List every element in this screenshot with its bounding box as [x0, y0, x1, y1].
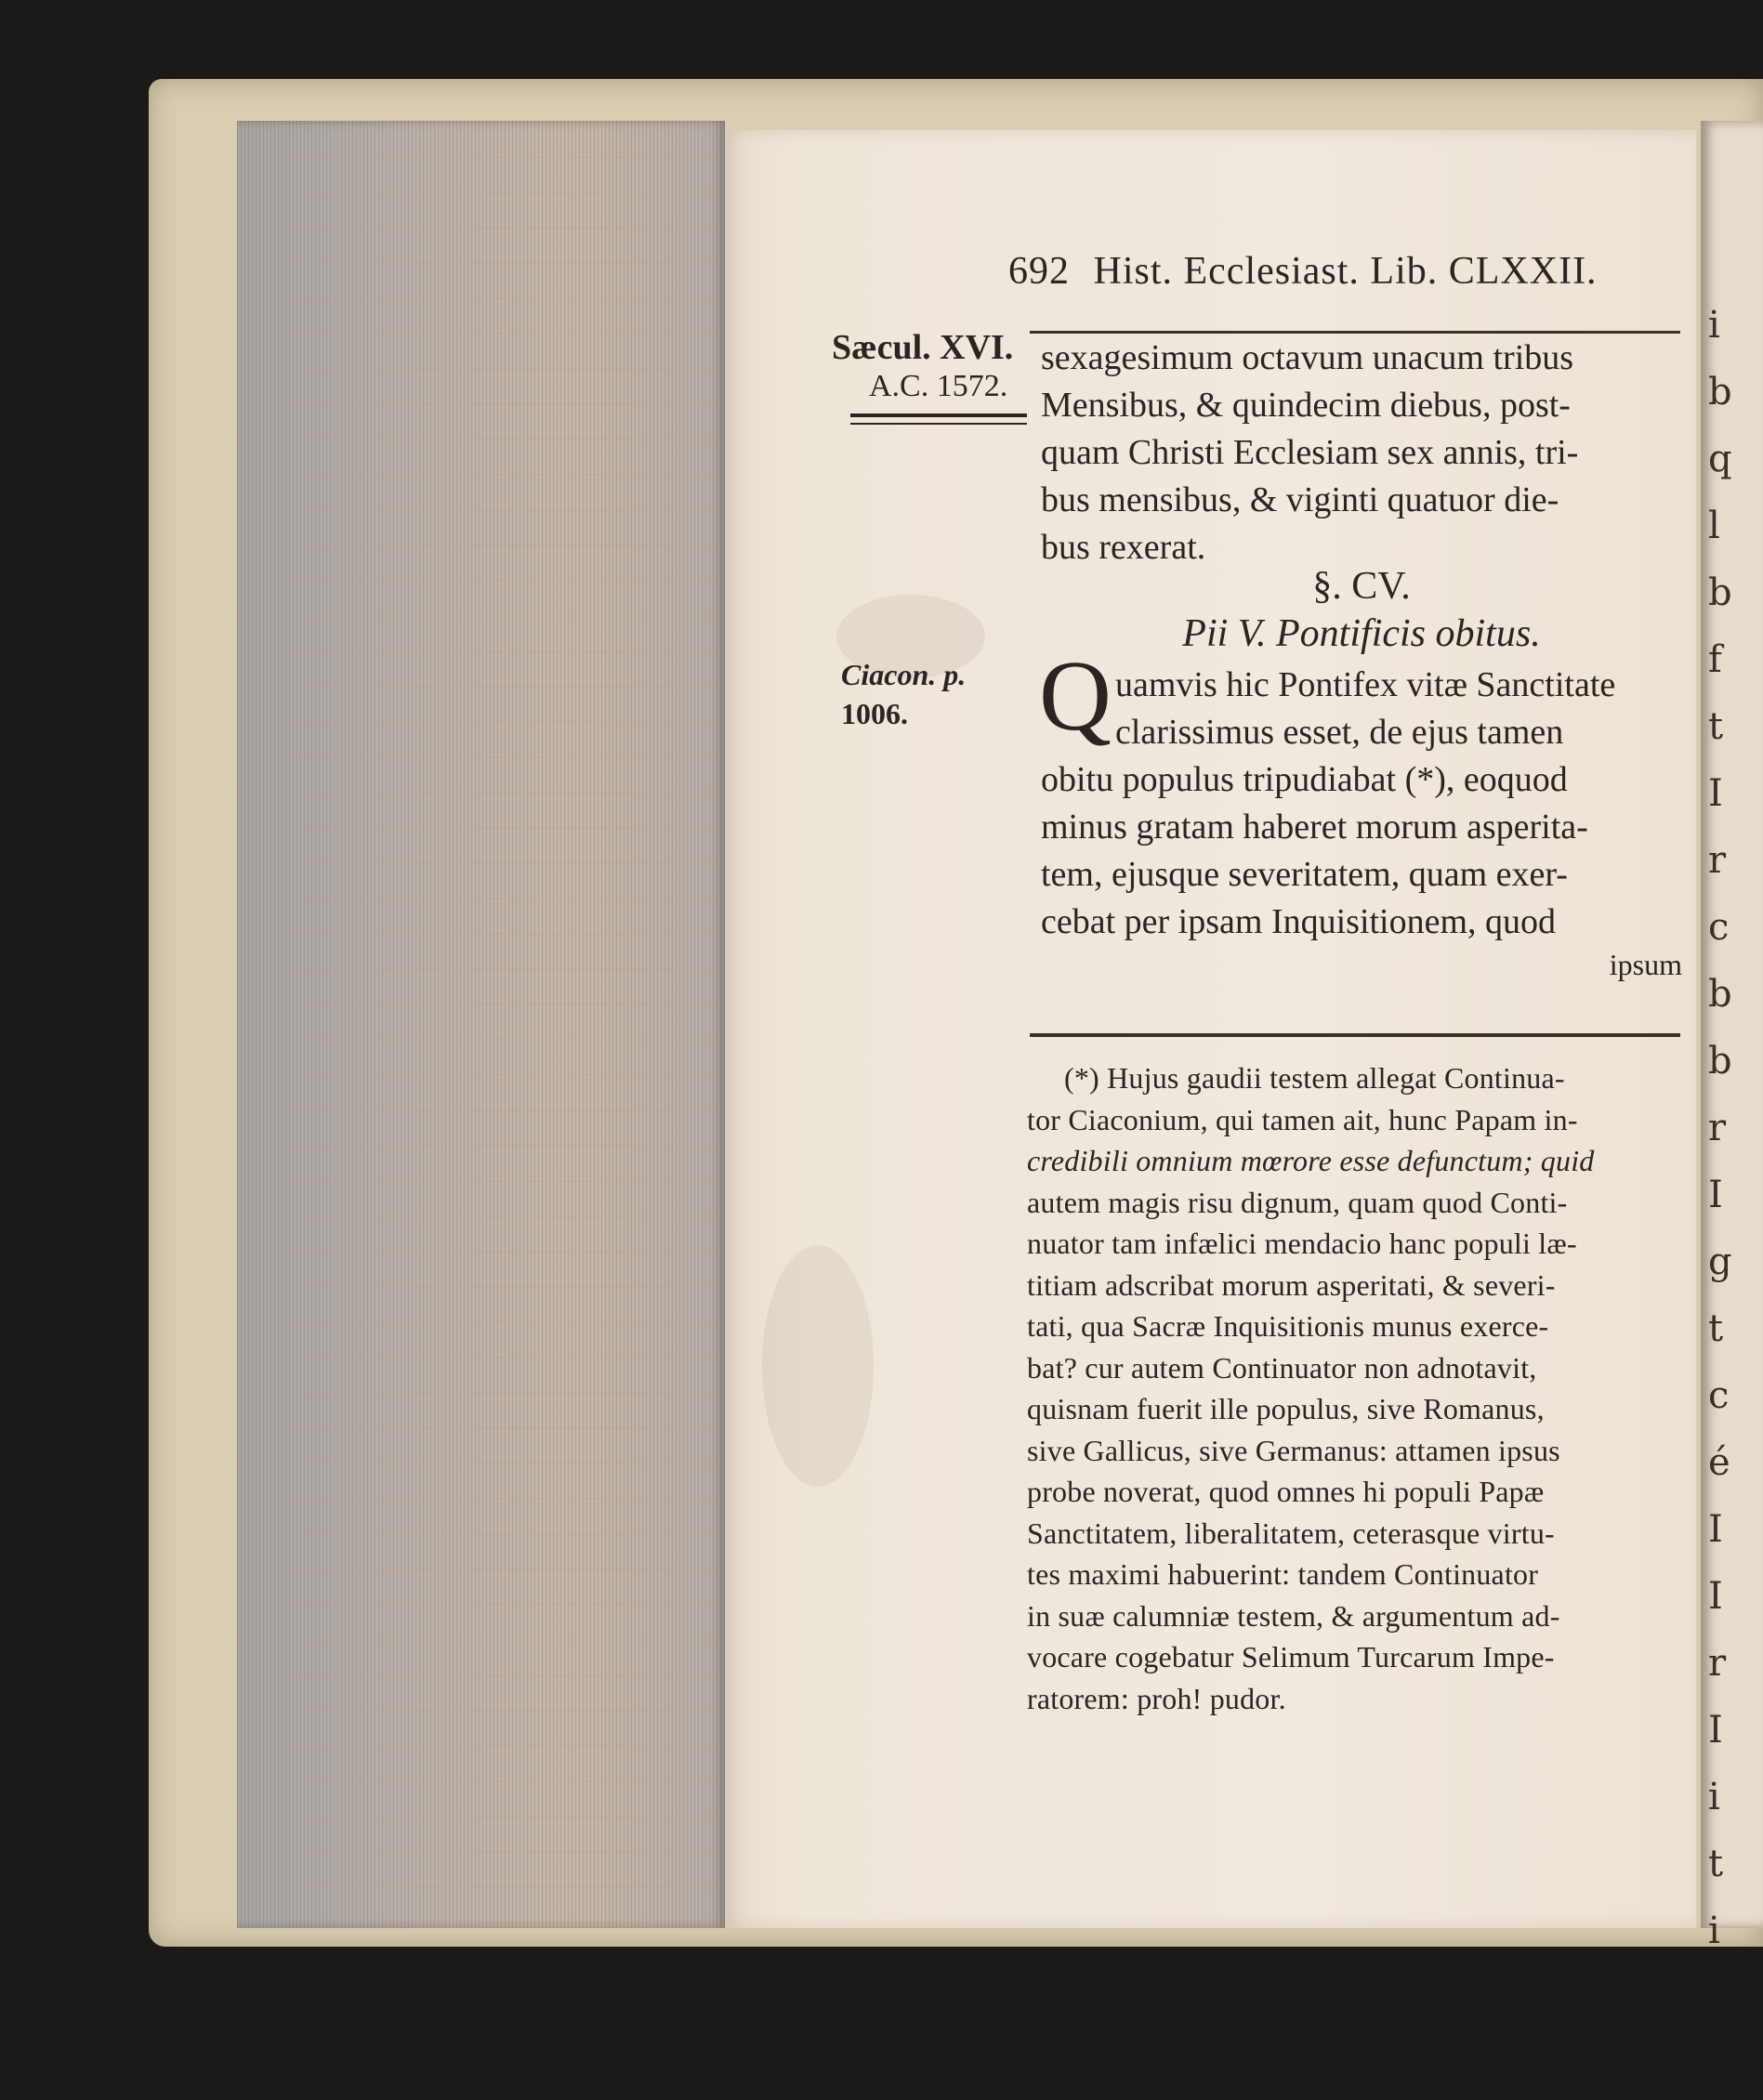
page-stain	[762, 1245, 874, 1487]
text-line: quam Christi Ecclesiam sex annis, tri-	[1041, 433, 1579, 472]
text-line: minus gratam haberet morum asperita-	[1041, 807, 1588, 847]
section-title: Pii V. Pontificis obitus.	[1182, 612, 1541, 655]
body-text-top	[1041, 335, 1682, 571]
running-head	[1008, 249, 1677, 294]
page-number: 692	[1008, 250, 1070, 293]
text-line: Mensibus, & quindecim diebus, post-	[1041, 386, 1571, 425]
facing-page-edge	[1701, 121, 1763, 1952]
facing-page-letter: b	[1708, 571, 1732, 614]
facing-page-letter: f	[1708, 638, 1722, 681]
body-text-section	[1041, 662, 1682, 983]
facing-page-letter: b	[1708, 1040, 1732, 1083]
margin-saeculum: Sæcul. XVI.	[832, 328, 1014, 367]
facing-page-letter: I	[1708, 1508, 1723, 1551]
text-line: cebat per ipsam Inquisitionem, quod	[1041, 902, 1557, 941]
text-line: clarissimus esset, de ejus tamen	[1115, 713, 1564, 752]
section-number: §. CV.	[1312, 565, 1411, 608]
text-line: obitu populus tripudiabat (*), eoquod	[1041, 760, 1568, 799]
margin-source-page: 1006.	[841, 697, 908, 730]
text-line: Sanctitatem, liberalitatem, ceterasque virtu-	[1027, 1516, 1555, 1550]
facing-page-letter: c	[1708, 1374, 1730, 1417]
running-title: Hist. Ecclesiast. Lib. CLXXII.	[1093, 250, 1598, 293]
text-line: sexagesimum octavum unacum tribus	[1041, 338, 1574, 377]
text-line: titiam adscribat morum asperitati, & severi-	[1027, 1267, 1556, 1302]
text-line: tati, qua Sacræ Inquisitionis munus exerce-	[1027, 1309, 1549, 1343]
text-line: tem, ejusque severitatem, quam exer-	[1041, 855, 1568, 894]
facing-page-letter: l	[1708, 505, 1720, 547]
text-line: tor Ciaconium, qui tamen ait, hunc Papam in-	[1027, 1102, 1578, 1136]
text-line: nuator tam infælici mendacio hanc populi læ-	[1027, 1227, 1577, 1260]
head-rule	[1030, 331, 1680, 334]
text-line: vocare cogebatur Selimum Turcarum Impe-	[1027, 1640, 1555, 1673]
text-line: bus rexerat.	[1041, 528, 1206, 567]
text-line: sive Gallicus, sive Germanus: attamen ipsus	[1027, 1433, 1560, 1467]
facing-page-letter: I	[1708, 1575, 1723, 1618]
facing-page-letter: r	[1708, 1107, 1727, 1149]
text-line: uamvis hic Pontifex vitæ Sanctitate	[1115, 665, 1616, 704]
text-line: (*) Hujus gaudii testem allegat Continua-	[1064, 1061, 1565, 1095]
facing-page-letter: i	[1708, 1910, 1720, 1952]
facing-page-letter: i	[1708, 1776, 1720, 1818]
facing-page-letter: I	[1708, 1709, 1723, 1752]
text-line: tes maximi habuerint: tandem Continuator	[1027, 1557, 1539, 1591]
drop-capital: Q	[1039, 641, 1112, 752]
facing-page-letter: I	[1708, 1174, 1723, 1216]
facing-page-letter: r	[1708, 839, 1727, 882]
text-line: autem magis risu dignum, quam quod Conti-	[1027, 1185, 1568, 1219]
text-line: bat? cur autem Continuator non adnotavit,	[1027, 1350, 1537, 1385]
margin-year: A.C. 1572.	[869, 369, 1008, 403]
facing-page-letter: t	[1708, 1307, 1724, 1350]
facing-page-letter: i	[1708, 304, 1720, 347]
text-line: in suæ calumniæ testem, & argumentum ad-	[1027, 1598, 1560, 1633]
facing-page-letter: é	[1708, 1441, 1730, 1484]
text-line: ratorem: proh! pudor.	[1027, 1681, 1286, 1715]
footnote-rule	[1030, 1033, 1680, 1037]
facing-page-letter: t	[1708, 705, 1724, 748]
facing-page-letter: c	[1708, 906, 1730, 949]
facing-page-letter: b	[1708, 973, 1732, 1016]
facing-page-letter: I	[1708, 772, 1723, 815]
margin-rule	[850, 413, 1027, 417]
facing-page-letter: g	[1708, 1240, 1732, 1283]
facing-page-letter: q	[1708, 438, 1732, 480]
text-line: credibili omnium mœrore esse defunctum; quid	[1027, 1144, 1595, 1177]
facing-page-letter: t	[1708, 1843, 1724, 1885]
text-line: quisnam fuerit ille populus, sive Romanus,	[1027, 1392, 1545, 1425]
facing-page-letter: b	[1708, 371, 1732, 413]
text-line: ipsum	[1609, 948, 1682, 981]
page-block-fore-edge	[237, 121, 725, 1928]
text-line: probe noverat, quod omnes hi populi Papæ	[1027, 1475, 1545, 1508]
footnote	[1027, 1057, 1687, 1719]
margin-rule	[850, 423, 1027, 425]
facing-page-letter: r	[1708, 1642, 1727, 1685]
margin-source: Ciacon. p.	[841, 658, 967, 691]
text-line: bus mensibus, & viginti quatuor die-	[1041, 480, 1559, 519]
